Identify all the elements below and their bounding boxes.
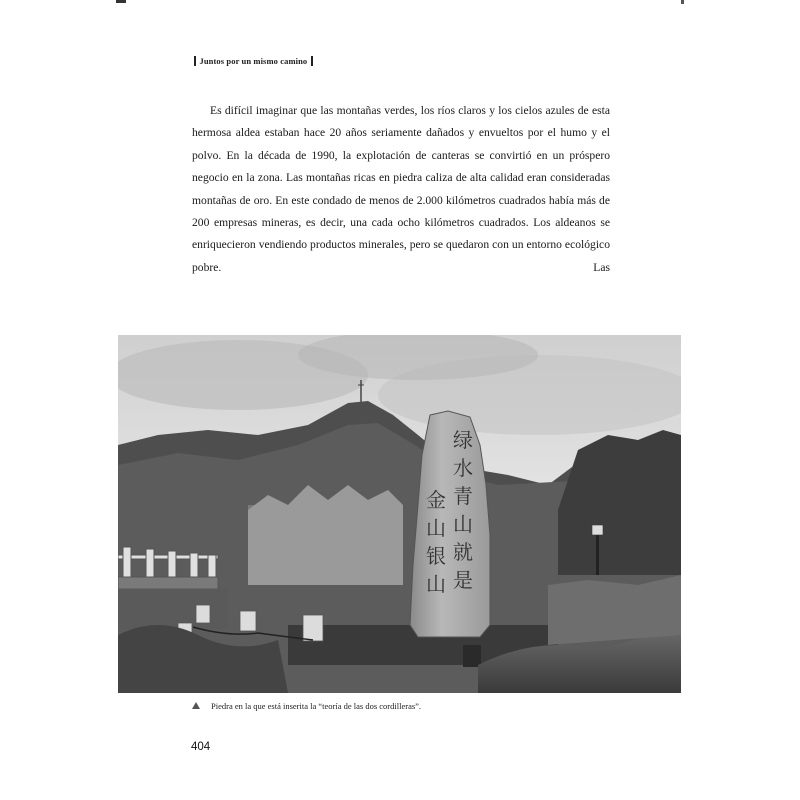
figure-caption (192, 701, 421, 711)
svg-text:山: 山 (426, 516, 446, 540)
caption-triangle-icon (192, 702, 200, 709)
svg-text:山: 山 (426, 572, 446, 596)
svg-text:水: 水 (453, 456, 473, 480)
svg-text:是: 是 (453, 568, 473, 592)
svg-text:金: 金 (426, 488, 446, 512)
header-bar-left (194, 56, 196, 66)
svg-text:绿: 绿 (453, 428, 473, 452)
svg-text:青: 青 (453, 484, 473, 508)
body-paragraph: Es difícil imaginar que las montañas verdes, los ríos claros y los cielos azules de esta hermosa aldea estaban hace 20 años seriamente dañados y envueltos por el humo y el polvo. En la década de 1990, la explotación de canteras se convirtió en un próspero negocio en la zona. Las montañas ricas en piedra caliza de alta calidad eran consideradas montañas de oro. En este condado de menos de 2.000 kilómetros cuadrados había más de 200 empresas mineras, es decir, una cada ocho kilómetros cuadrados. Los aldeanos se enriquecieron vendiendo productos minerales, pero se quedaron con un entorno ecológico pobre. Las (192, 104, 610, 274)
photo-stone-monument (118, 335, 681, 693)
svg-text:就: 就 (453, 540, 473, 564)
top-crop-mark (681, 0, 684, 4)
header-bar-right (311, 56, 313, 66)
page-number: 404 (191, 741, 211, 753)
svg-text:山: 山 (453, 512, 473, 536)
running-header (190, 56, 317, 66)
svg-text:银: 银 (426, 544, 446, 568)
bamboo (248, 485, 403, 585)
running-title: Juntos por un mismo camino (199, 56, 308, 66)
body-text (192, 100, 610, 279)
caption-text: Piedra en la que está inserita la “teoría de las dos cordilleras”. (211, 701, 422, 711)
top-crop-mark (116, 0, 126, 3)
